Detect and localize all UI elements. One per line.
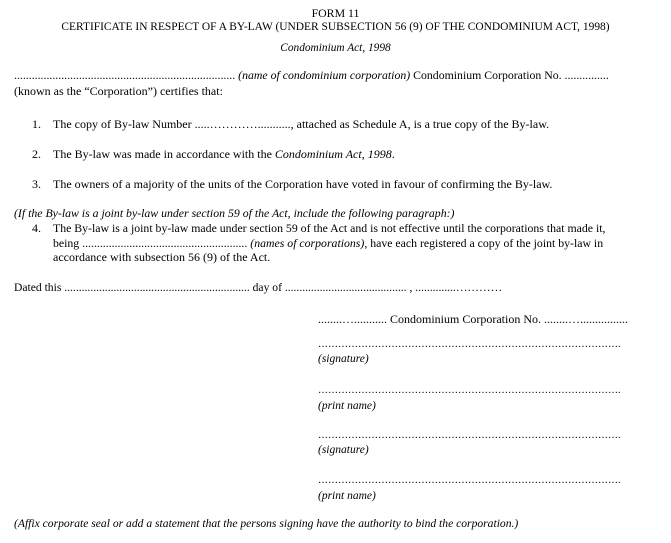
item-3-text: The owners of a majority of the units of the Corporation have voted in favour of confirming the By-law. [53, 177, 553, 191]
item-4-line-2 [53, 236, 603, 250]
item-2-text-after: . [391, 147, 395, 161]
act-reference: Condominium Act, 1998 [280, 42, 391, 54]
signature-corporation-number-line[interactable]: ........…........... Condominium Corporation No. ........…................ [318, 312, 628, 326]
signature-line-2[interactable]: ………………………………………………………………………………. [318, 430, 621, 441]
item-1-text: The copy of By-law Number .....…………..........., attached as Schedule A, is a true copy of the By-law. [53, 117, 550, 131]
corporation-name-blank[interactable]: ........................................................................... [14, 68, 236, 82]
corporation-name-label: (name of condominium corporation) [238, 68, 411, 82]
joint-bylaw-instruction: (If the By-law is a joint by-law under section 59 of the Act, include the following paragraph:) [14, 206, 455, 220]
form-number: FORM 11 [311, 6, 360, 20]
corporate-seal-note: (Affix corporate seal or add a statement that the persons signing have the authority to bind the corporation.) [14, 517, 519, 530]
item-4-line-1: The By-law is a joint by-law made under section 59 of the Act and is not effective until the corporations that made it, [53, 221, 606, 235]
corporations-names-blank[interactable]: being ........................................................ [53, 236, 248, 250]
item-2-act-italic: Condominium Act, 1998 [274, 147, 392, 161]
item-2-number: 2. [32, 147, 41, 161]
item-1-number: 1. [32, 117, 41, 131]
item-2-text-before: The By-law was made in accordance with the [53, 147, 272, 161]
form-title: CERTIFICATE IN RESPECT OF A BY-LAW (UNDER SUBSECTION 56 (9) OF THE CONDOMINIUM ACT, 1998) [61, 21, 610, 33]
print-name-line-1[interactable]: ………………………………………………………………………………. [318, 385, 621, 396]
item-3-number: 3. [32, 177, 41, 191]
known-as-line: (known as the “Corporation”) certifies that: [14, 84, 223, 98]
corporations-names-label: (names of corporations) [250, 236, 365, 250]
item-4-line-3: accordance with subsection 56 (9) of the Act. [53, 250, 271, 264]
print-name-label-1: (print name) [318, 400, 376, 412]
item-4-number: 4. [32, 221, 41, 235]
dated-line[interactable]: Dated this ................................................................ day of .......................................... , ..............………… [14, 281, 503, 294]
corporation-name-line [14, 68, 609, 82]
item-4-line-2-after: , have each registered a copy of the joint by-law in [364, 236, 604, 250]
item-2-text [53, 147, 395, 161]
signature-label-1: (signature) [318, 353, 369, 365]
print-name-line-2[interactable]: ………………………………………………………………………………. [318, 475, 621, 486]
signature-label-2: (signature) [318, 444, 369, 456]
print-name-label-2: (print name) [318, 490, 376, 502]
corporation-number-blank[interactable]: Condominium Corporation No. ............... [413, 68, 609, 82]
signature-line-1[interactable]: ………………………………………………………………………………. [318, 339, 621, 350]
